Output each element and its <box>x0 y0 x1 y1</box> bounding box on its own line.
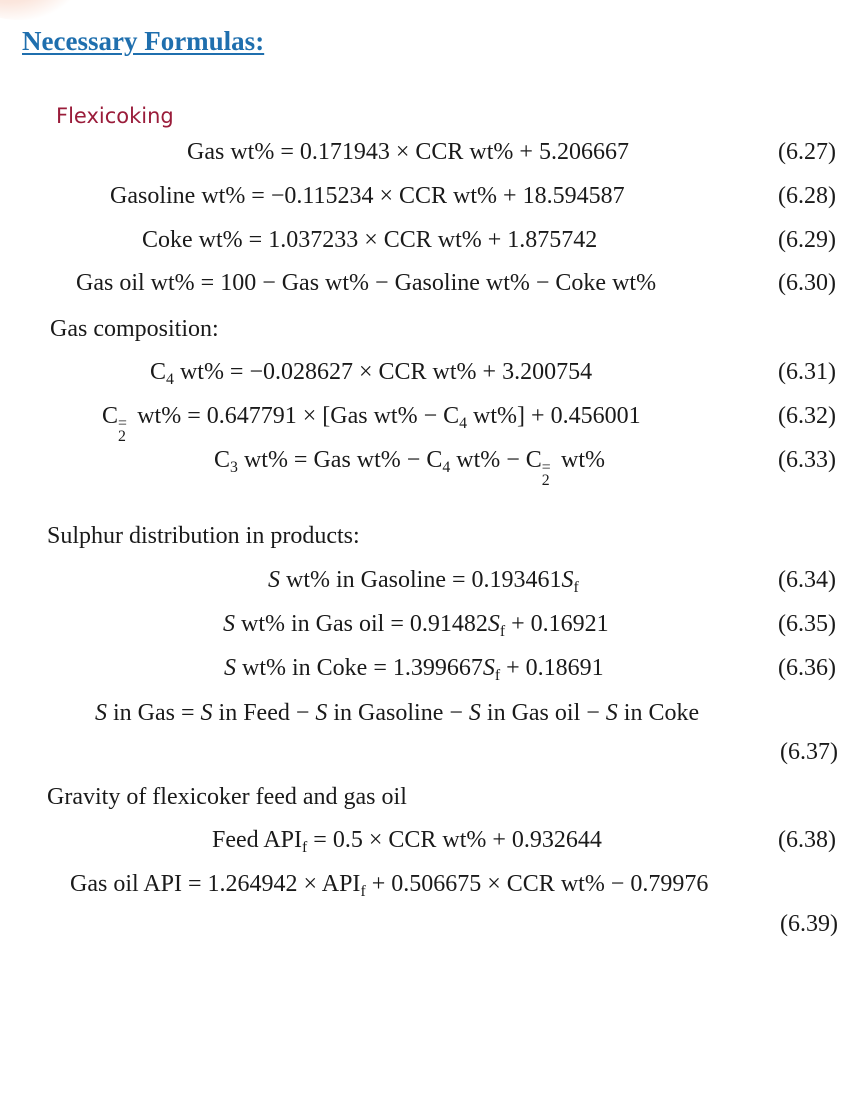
equation-6-32: C = 2 wt% = 0.647791 × [Gas $wt\% - C_4$ wt%] + 0.456001 <box>102 403 641 445</box>
sulphur-distribution-label: Sulphur distribution in products: <box>47 523 360 549</box>
equation-6-36: S wt% in Coke = $1.399667S_f + 0.18691$ <box>224 655 604 685</box>
equation-number-6-30: (6.30) <box>778 270 836 296</box>
equation-number-6-34: (6.34) <box>778 567 836 593</box>
equation-6-39: Gas oil API = $1.264942 \times API_f + 0.506675$ × CCR wt% − 0.79976 <box>70 871 709 901</box>
corner-decoration <box>0 0 80 20</box>
equation-6-28: Gasoline wt% = −0.115234 × CCR wt% + 18.594587 <box>110 183 625 209</box>
equation-number-6-28: (6.28) <box>778 183 836 209</box>
equation-6-38: Feed $API_f = 0.5$ × CCR wt% + 0.932644 <box>212 827 602 857</box>
equation-number-6-27: (6.27) <box>778 139 836 165</box>
equation-6-33: $C_3$ wt% = Gas $wt\% - C_4$ wt% − C = 2 wt% <box>214 447 605 489</box>
gas-composition-label: Gas composition: <box>50 316 219 342</box>
equation-6-35: S wt% in Gas oil = $0.91482S_f + 0.16921$ <box>223 611 609 641</box>
section-title-flexicoking: Flexicoking <box>56 104 174 128</box>
equation-6-27: Gas wt% = 0.171943 × CCR wt% + 5.206667 <box>187 139 629 165</box>
equation-6-30: Gas oil wt% = 100 − Gas wt% − Gasoline wt% − Coke wt% <box>76 270 657 296</box>
equation-number-6-29: (6.29) <box>778 227 836 253</box>
page-title: Necessary Formulas: <box>22 26 265 56</box>
equation-number-6-37: (6.37) <box>780 739 838 765</box>
equation-6-37: S in Gas = S in Feed − S in Gasoline − S in Gas oil − S in Coke <box>95 700 700 726</box>
equation-number-6-39: (6.39) <box>780 911 838 937</box>
equation-6-31: $C_4$ wt% = −0.028627 × CCR wt% + 3.200754 <box>150 359 593 389</box>
equation-number-6-38: (6.38) <box>778 827 836 853</box>
gravity-label: Gravity of flexicoker feed and gas oil <box>47 784 407 810</box>
equation-6-34: S wt% in Gasoline = $0.193461S_f$ <box>268 567 579 597</box>
equation-number-6-32: (6.32) <box>778 403 836 429</box>
equation-number-6-35: (6.35) <box>778 611 836 637</box>
equation-number-6-36: (6.36) <box>778 655 836 681</box>
equation-number-6-33: (6.33) <box>778 447 836 473</box>
equation-number-6-31: (6.31) <box>778 359 836 385</box>
equation-6-29: Coke wt% = 1.037233 × CCR wt% + 1.875742 <box>142 227 598 253</box>
